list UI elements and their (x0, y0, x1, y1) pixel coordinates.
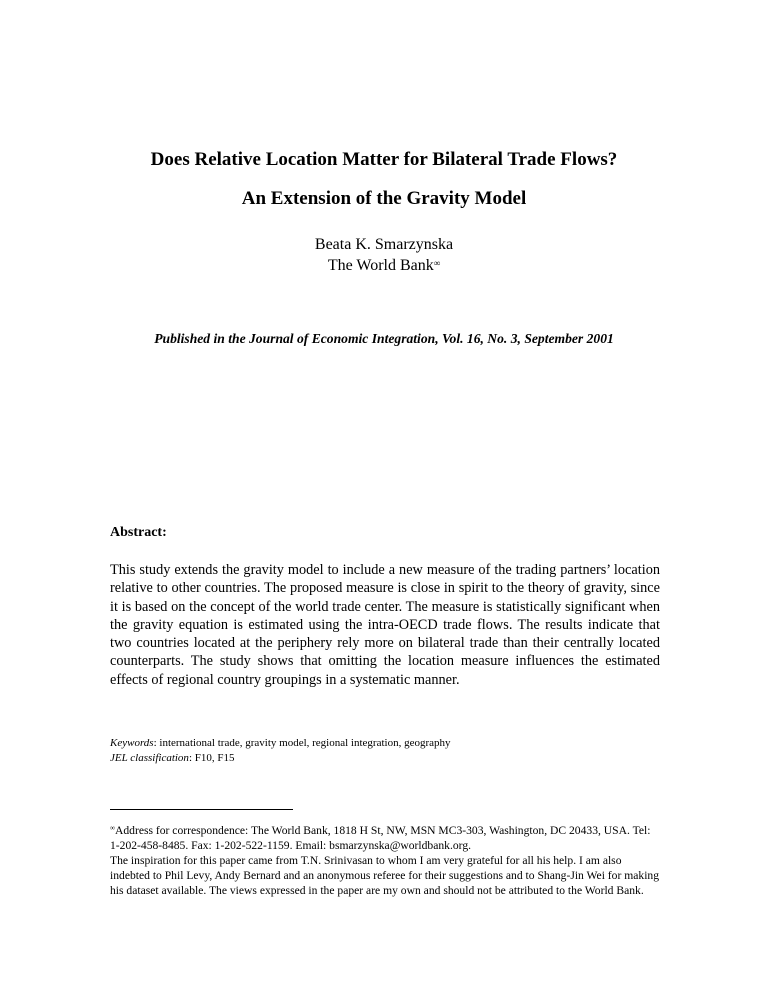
footnote-marker: ∞ (110, 824, 115, 832)
abstract-heading: Abstract: (110, 525, 167, 540)
keywords-label: Keywords (110, 737, 154, 749)
jel-codes: : F10, F15 (188, 752, 235, 764)
publication-note: Published in the Journal of Economic Integration, Vol. 16, No. 3, September 2001 (154, 331, 614, 346)
keywords-text: : international trade, gravity model, regional integration, geography (153, 737, 451, 749)
jel-classification-line (110, 751, 234, 765)
footnote-correspondence-text: Address for correspondence: The World Bank, 1818 H St, NW, MSN MC3-303, Washington, DC 20433, USA. Tel: 1-202-458-8485. Fax: 1-202-522-1159. Email: bsmarzynska@worldbank.org. (110, 824, 651, 852)
footnote-correspondence (110, 823, 660, 853)
footnote-acknowledgements: The inspiration for this paper came from T.N. Srinivasan to whom I am very grateful for all his help. I am also indebted to Phil Levy, Andy Bernard and an anonymous referee for their suggestions and to Shang-Jin Wei for making his dataset available. The views expressed in the paper are my own and should not be attributed to the World Bank. (110, 854, 660, 897)
paper-title: Does Relative Location Matter for Bilateral Trade Flows? (150, 149, 618, 170)
abstract-body: This study extends the gravity model to include a new measure of the trading partners’ location relative to other countries. The proposed measure is close in spirit to the theory of gravity, since it is based on the concept of the world trade center. The measure is statistically significant when the gravity equation is estimated using the intra-OECD trade flows. The results indicate that two countries located at the periphery rely more on bilateral trade than their centrally located counterparts. The study shows that omitting the location measure influences the estimated effects of regional country groupings in a systematic manner. (110, 562, 660, 688)
keywords-line (110, 736, 451, 750)
footnote-divider (110, 809, 293, 810)
author-name: Beata K. Smarzynska (314, 236, 454, 253)
affiliation-footnote-marker: ∞ (433, 258, 441, 268)
affiliation-text: The World Bank (327, 257, 434, 274)
footnote (110, 823, 660, 898)
paper-subtitle: An Extension of the Gravity Model (241, 188, 527, 209)
author-affiliation (0, 256, 768, 276)
jel-label: JEL classification (110, 752, 189, 764)
